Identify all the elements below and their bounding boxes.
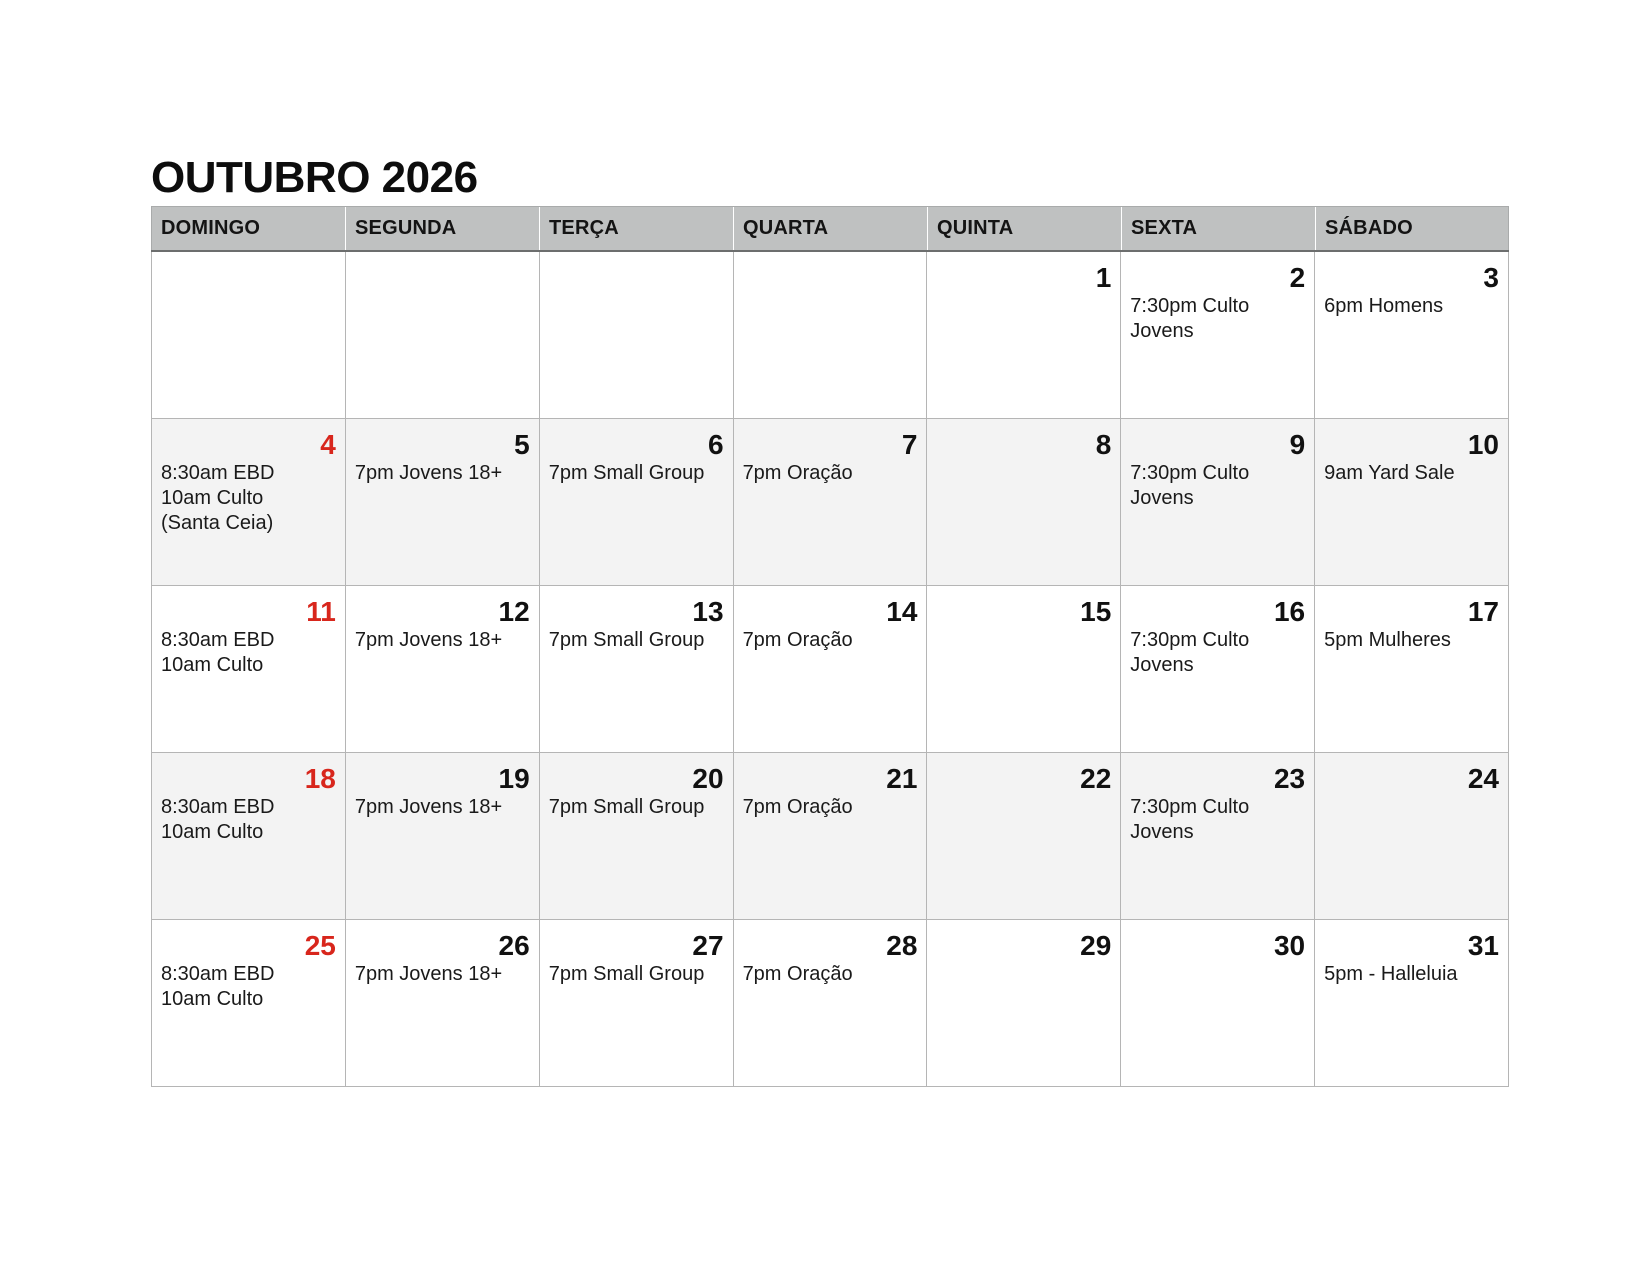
event-item[interactable]: (Santa Ceia)	[161, 512, 274, 534]
event-list	[1324, 628, 1499, 653]
day-number: 1	[1095, 262, 1112, 293]
day-number	[549, 263, 724, 294]
day-number: 28	[886, 930, 918, 961]
day-cell[interactable]	[1121, 252, 1315, 419]
day-number: 21	[886, 763, 918, 794]
event-item[interactable]: 7pm Jovens 18+	[354, 462, 503, 484]
event-item[interactable]: 7pm Small Group	[548, 462, 705, 484]
calendar-title: OUTUBRO 2026	[151, 153, 478, 202]
event-list	[549, 628, 724, 653]
weekday-tuesday: TERÇA	[539, 207, 733, 250]
weekday-thursday: QUINTA	[927, 207, 1121, 250]
event-list	[1130, 628, 1305, 678]
event-item[interactable]: 7pm Jovens 18+	[354, 629, 503, 651]
day-number: 16	[1273, 596, 1306, 627]
event-item[interactable]: 7pm Jovens 18+	[354, 796, 503, 818]
weekday-wednesday: QUARTA	[733, 207, 927, 250]
event-item[interactable]: 10am Culto	[161, 821, 264, 843]
event-list	[161, 628, 336, 678]
empty-day-cell	[540, 252, 734, 419]
event-item[interactable]: 9am Yard Sale	[1324, 462, 1455, 484]
day-cell[interactable]	[1315, 586, 1509, 753]
event-item[interactable]: 5pm Mulheres	[1324, 629, 1451, 651]
event-list	[355, 962, 530, 987]
day-number: 22	[1080, 763, 1112, 794]
event-item[interactable]: 5pm - Halleluia	[1324, 963, 1458, 985]
weekday-saturday: SÁBADO	[1315, 207, 1509, 250]
day-number: 23	[1273, 763, 1306, 794]
event-list	[161, 461, 336, 536]
event-item[interactable]: 7:30pm Culto Jovens	[1130, 796, 1250, 843]
day-cell[interactable]	[540, 419, 734, 586]
empty-day-cell	[734, 252, 928, 419]
event-item[interactable]: 7pm Jovens 18+	[354, 963, 503, 985]
day-number: 9	[1289, 429, 1306, 460]
day-cell[interactable]	[152, 419, 346, 586]
event-list	[355, 628, 530, 653]
empty-day-cell	[152, 252, 346, 419]
day-cell[interactable]	[346, 920, 540, 1087]
day-number: 19	[498, 763, 530, 794]
event-list	[355, 795, 530, 820]
day-cell[interactable]	[152, 753, 346, 920]
day-cell[interactable]	[927, 586, 1121, 753]
day-number: 26	[498, 930, 530, 961]
event-list	[743, 795, 918, 820]
day-cell[interactable]	[1121, 753, 1315, 920]
day-cell[interactable]	[152, 586, 346, 753]
day-number: 6	[707, 429, 724, 460]
day-number: 12	[498, 596, 530, 627]
day-cell[interactable]	[540, 920, 734, 1087]
day-number: 2	[1289, 262, 1306, 293]
event-item[interactable]: 10am Culto	[161, 654, 264, 676]
weekday-friday: SEXTA	[1121, 207, 1315, 250]
event-list	[1324, 962, 1499, 987]
event-list	[161, 962, 336, 1012]
day-cell[interactable]	[734, 586, 928, 753]
event-list	[1130, 294, 1305, 344]
event-item[interactable]: 7:30pm Culto Jovens	[1130, 295, 1250, 342]
day-number: 31	[1467, 930, 1499, 961]
event-list	[1130, 461, 1305, 511]
event-item[interactable]: 7pm Oração	[742, 963, 853, 985]
event-item[interactable]: 6pm Homens	[1324, 295, 1444, 317]
month-grid	[151, 252, 1509, 1087]
day-cell[interactable]	[734, 419, 928, 586]
event-list	[161, 795, 336, 845]
day-cell[interactable]	[1121, 920, 1315, 1087]
day-number: 15	[1080, 596, 1112, 627]
event-list	[549, 461, 724, 486]
weekday-sunday: DOMINGO	[151, 207, 345, 250]
day-number: 27	[692, 930, 724, 961]
event-list	[1130, 795, 1305, 845]
day-cell[interactable]	[1315, 753, 1509, 920]
day-number	[743, 263, 918, 294]
event-item[interactable]: 7pm Oração	[742, 462, 853, 484]
day-number: 8	[1095, 429, 1112, 460]
day-number: 13	[692, 596, 724, 627]
day-cell[interactable]	[152, 920, 346, 1087]
event-item[interactable]: 8:30am EBD	[161, 629, 275, 651]
day-number: 29	[1080, 930, 1112, 961]
day-number: 7	[901, 429, 918, 460]
event-item[interactable]: 10am Culto	[161, 487, 264, 509]
day-number	[161, 263, 336, 294]
event-list	[1324, 461, 1499, 486]
day-number	[355, 263, 530, 294]
day-number: 25	[304, 930, 336, 961]
event-item[interactable]: 7pm Small Group	[548, 796, 705, 818]
event-list	[549, 962, 724, 987]
event-item[interactable]: 8:30am EBD	[161, 796, 275, 818]
event-item[interactable]: 8:30am EBD	[161, 462, 275, 484]
day-cell[interactable]	[346, 753, 540, 920]
day-number: 24	[1467, 763, 1499, 794]
event-list	[1324, 294, 1499, 319]
day-cell[interactable]	[540, 753, 734, 920]
event-item[interactable]: 10am Culto	[161, 988, 264, 1010]
day-cell[interactable]	[927, 419, 1121, 586]
day-cell[interactable]	[1121, 419, 1315, 586]
event-item[interactable]: 7pm Small Group	[548, 629, 705, 651]
day-number: 3	[1483, 262, 1499, 293]
event-item[interactable]: 7pm Small Group	[548, 963, 705, 985]
day-cell[interactable]	[927, 252, 1121, 419]
event-item[interactable]: 7:30pm Culto Jovens	[1130, 629, 1250, 676]
day-number: 11	[306, 596, 336, 627]
day-number: 4	[320, 429, 336, 460]
weekday-monday: SEGUNDA	[345, 207, 539, 250]
event-list	[355, 461, 530, 486]
day-cell[interactable]	[1315, 419, 1509, 586]
day-cell[interactable]	[927, 920, 1121, 1087]
day-number: 30	[1273, 930, 1306, 961]
day-cell[interactable]	[734, 920, 928, 1087]
day-number: 20	[692, 763, 724, 794]
event-list	[743, 461, 918, 486]
day-number: 5	[514, 429, 530, 460]
empty-day-cell	[346, 252, 540, 419]
event-item[interactable]: 7:30pm Culto Jovens	[1130, 462, 1250, 509]
day-number: 14	[886, 596, 918, 627]
event-list	[743, 628, 918, 653]
event-item[interactable]: 7pm Oração	[742, 629, 853, 651]
day-cell[interactable]	[1315, 920, 1509, 1087]
calendar	[151, 152, 1509, 1087]
day-number: 18	[304, 763, 336, 794]
day-cell[interactable]	[734, 753, 928, 920]
day-cell[interactable]	[540, 586, 734, 753]
day-number: 17	[1467, 596, 1499, 627]
day-cell[interactable]	[346, 586, 540, 753]
day-cell[interactable]	[927, 753, 1121, 920]
day-cell[interactable]	[346, 419, 540, 586]
event-list	[549, 795, 724, 820]
day-number: 10	[1467, 429, 1499, 460]
event-item[interactable]: 7pm Oração	[742, 796, 853, 818]
day-cell[interactable]	[1315, 252, 1509, 419]
day-cell[interactable]	[1121, 586, 1315, 753]
event-item[interactable]: 8:30am EBD	[161, 963, 275, 985]
weekday-header	[151, 206, 1509, 252]
event-list	[743, 962, 918, 987]
